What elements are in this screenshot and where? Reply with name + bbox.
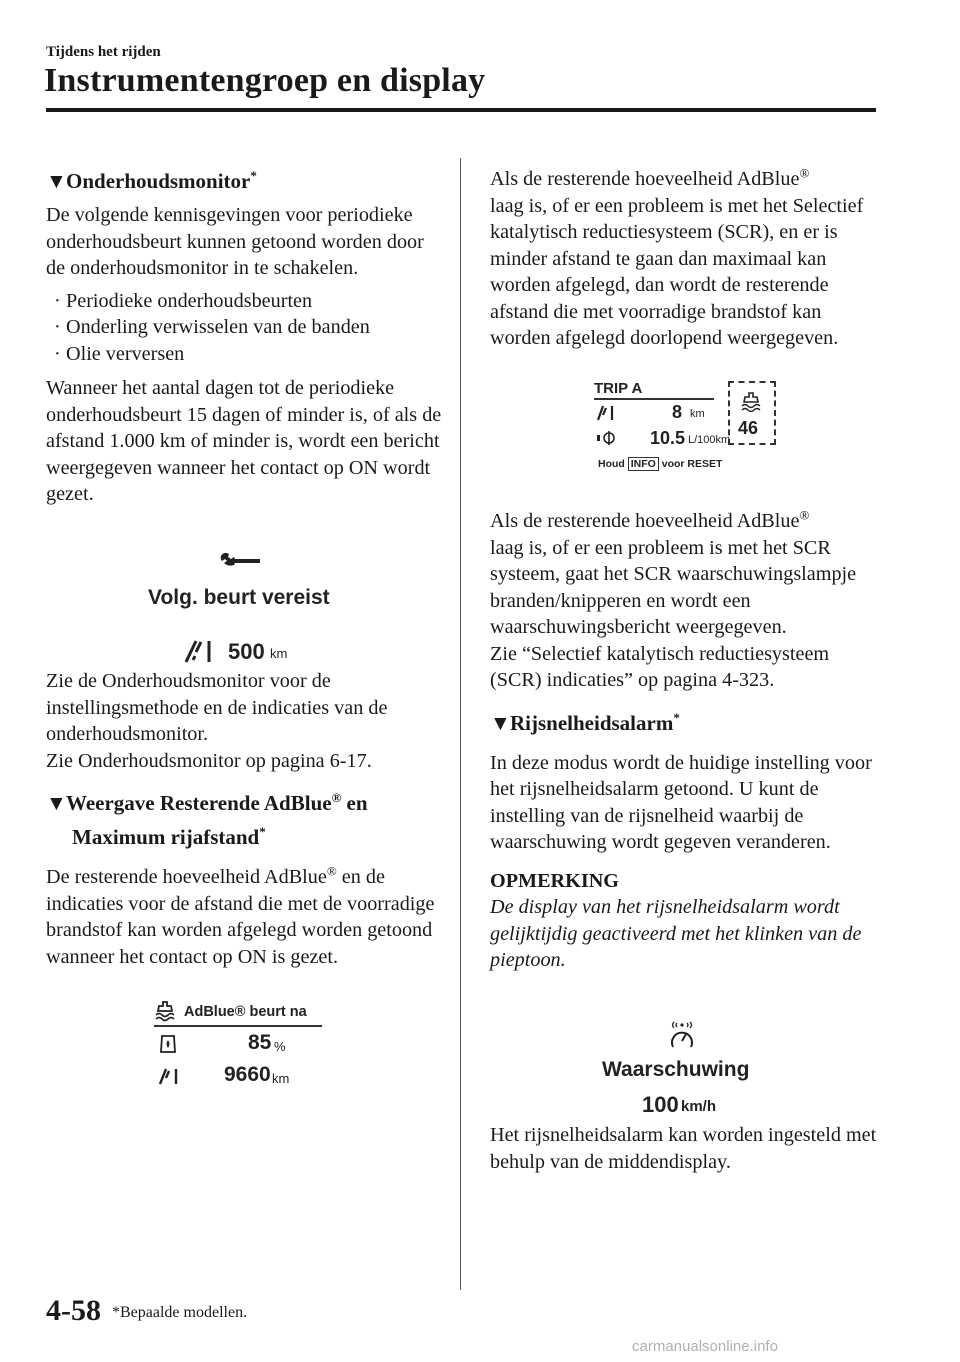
page-title: Instrumentengroep en display: [44, 62, 486, 99]
paragraph-page-ref: Zie Onderhoudsmonitor op pagina 6-17.: [46, 749, 372, 772]
heading-onderhoudsmonitor: ▼Onderhoudsmonitor*: [46, 166, 446, 196]
range-road-icon: [158, 1066, 180, 1086]
paragraph-speed-setting: Het rijsnelheidsalarm kan worden ingesteld met behulp van de middendisplay.: [490, 1124, 877, 1173]
right-column-bottom: [490, 1122, 882, 1175]
range-unit: km: [272, 1071, 290, 1086]
list-item: · Olie verversen: [54, 342, 185, 365]
paragraph-speed-alarm: In deze modus wordt de huidige instelling voor het rijsnelheidsalarm getoond. U kunt de instelling van de rijsnelheid waarbij de waarschuwing wordt gegeven veranderen.: [490, 751, 872, 853]
adblue-divider: [154, 1025, 322, 1027]
bullet-list: [46, 288, 446, 368]
triangle-down-icon: ▼: [490, 710, 511, 735]
adblue-level-icon: [158, 1033, 178, 1055]
paragraph-scr-warning: Als de resterende hoeveelheid AdBlue® laag is, of er een probleem is met het SCR systeem, gaat het SCR waarschuwingslampje branden/knipperen en wordt een waarschuwingsbericht weergegeven.: [490, 507, 857, 638]
trip-distance-unit: km: [690, 408, 705, 420]
trip-label: TRIP A: [594, 380, 643, 397]
paragraph-adblue-low: Als de resterende hoeveelheid AdBlue® laag is, of er een probleem is met het Selectief katalytisch reductiesysteem (SCR), en er is minder afstand te gaan dan maximaal kan worden afgelegd, dan wordt de resterende afstand die met voorradige brandstof kan worden afgelegd doorlopend weergegeven.: [490, 165, 864, 349]
paragraph-notice: Wanneer het aantal dagen tot de periodieke onderhoudsbeurt 15 dagen of minder is, of als de afstand 1.000 km of minder is, wordt een bericht weergegeven wanneer het contact op ON wordt gezet.: [46, 377, 442, 505]
footnote: *Bepaalde modellen.: [112, 1304, 248, 1321]
note-body: De display van het rijsnelheidsalarm wordt gelijktijdig geactiveerd met het klinken van de pieptoon.: [490, 896, 862, 971]
speed-warning-value: 100: [642, 1092, 679, 1117]
paragraph-scr-reference: Zie “Selectief katalytisch reductiesysteem (SCR) indicaties” op pagina 4-323.: [490, 642, 830, 691]
maintenance-distance-unit: km: [270, 646, 288, 661]
speed-alarm-icon: [668, 1020, 696, 1050]
paragraph-intro: De volgende kennisgevingen voor periodieke onderhoudsbeurt kunnen getoond worden door de onderhoudsmonitor in te schakelen.: [46, 204, 424, 279]
list-item: · Periodieke onderhoudsbeurten: [54, 289, 313, 312]
triangle-down-icon: ▼: [46, 169, 67, 193]
section-label: Tijdens het rijden: [46, 44, 161, 60]
distance-road-icon: [596, 404, 616, 422]
heading-adblue: ▼Weergave Resterende AdBlue® en: [46, 788, 446, 818]
maintenance-message: Volg. beurt vereist: [148, 586, 330, 609]
note-heading: OPMERKING: [490, 869, 619, 892]
speed-warning-unit: km/h: [681, 1098, 717, 1115]
wrench-icon: [218, 550, 264, 570]
left-column-bottom: [46, 668, 446, 970]
adblue-tank-icon: [154, 1000, 176, 1022]
adblue-title: AdBlue® beurt na: [184, 1004, 307, 1020]
right-column-middle: [490, 508, 882, 974]
fuel-consumption-value: 10.5: [650, 428, 686, 448]
adblue-percent-unit: %: [274, 1039, 286, 1054]
fuel-consumption-unit: L/100km: [688, 434, 731, 446]
reset-hint: Houd INFO voor RESET: [598, 458, 723, 470]
page-number: 4-58: [46, 1294, 101, 1327]
maintenance-distance-value: 500: [228, 639, 265, 664]
adblue-percent-value: 85: [248, 1031, 272, 1054]
left-column-top: [46, 166, 446, 508]
speed-warning-message: Waarschuwing: [602, 1058, 750, 1081]
range-value: 9660: [224, 1063, 271, 1086]
watermark: carmanualsonline.info: [632, 1338, 778, 1355]
trip-divider: [594, 398, 714, 400]
adblue-tank-icon: [740, 392, 762, 412]
column-divider: [460, 158, 461, 1290]
trip-distance-value: 8: [672, 402, 683, 422]
paragraph-reference: Zie de Onderhoudsmonitor voor de instellingsmethode en de indicaties van de onderhoudsmonitor.: [46, 670, 388, 745]
heading-speed-alarm: ▼Rijsnelheidsalarm*: [490, 708, 882, 738]
heading-adblue-cont: Maximum rijafstand*: [72, 824, 266, 849]
list-item: · Onderling verwisselen van de banden: [54, 316, 370, 338]
odometer-road-icon: [182, 638, 216, 664]
adblue-remaining-value: 46: [738, 418, 759, 438]
header-divider: [46, 108, 876, 112]
fuel-consumption-icon: [596, 430, 616, 446]
right-column-top: [490, 166, 882, 352]
paragraph-adblue: De resterende hoeveelheid AdBlue® en de indicaties voor de afstand die met de voorradige brandstof kan worden afgelegd worden getoond wanneer het contact op ON is gezet.: [46, 863, 435, 968]
triangle-down-icon: ▼: [46, 791, 67, 815]
info-key-label: INFO: [628, 457, 659, 471]
